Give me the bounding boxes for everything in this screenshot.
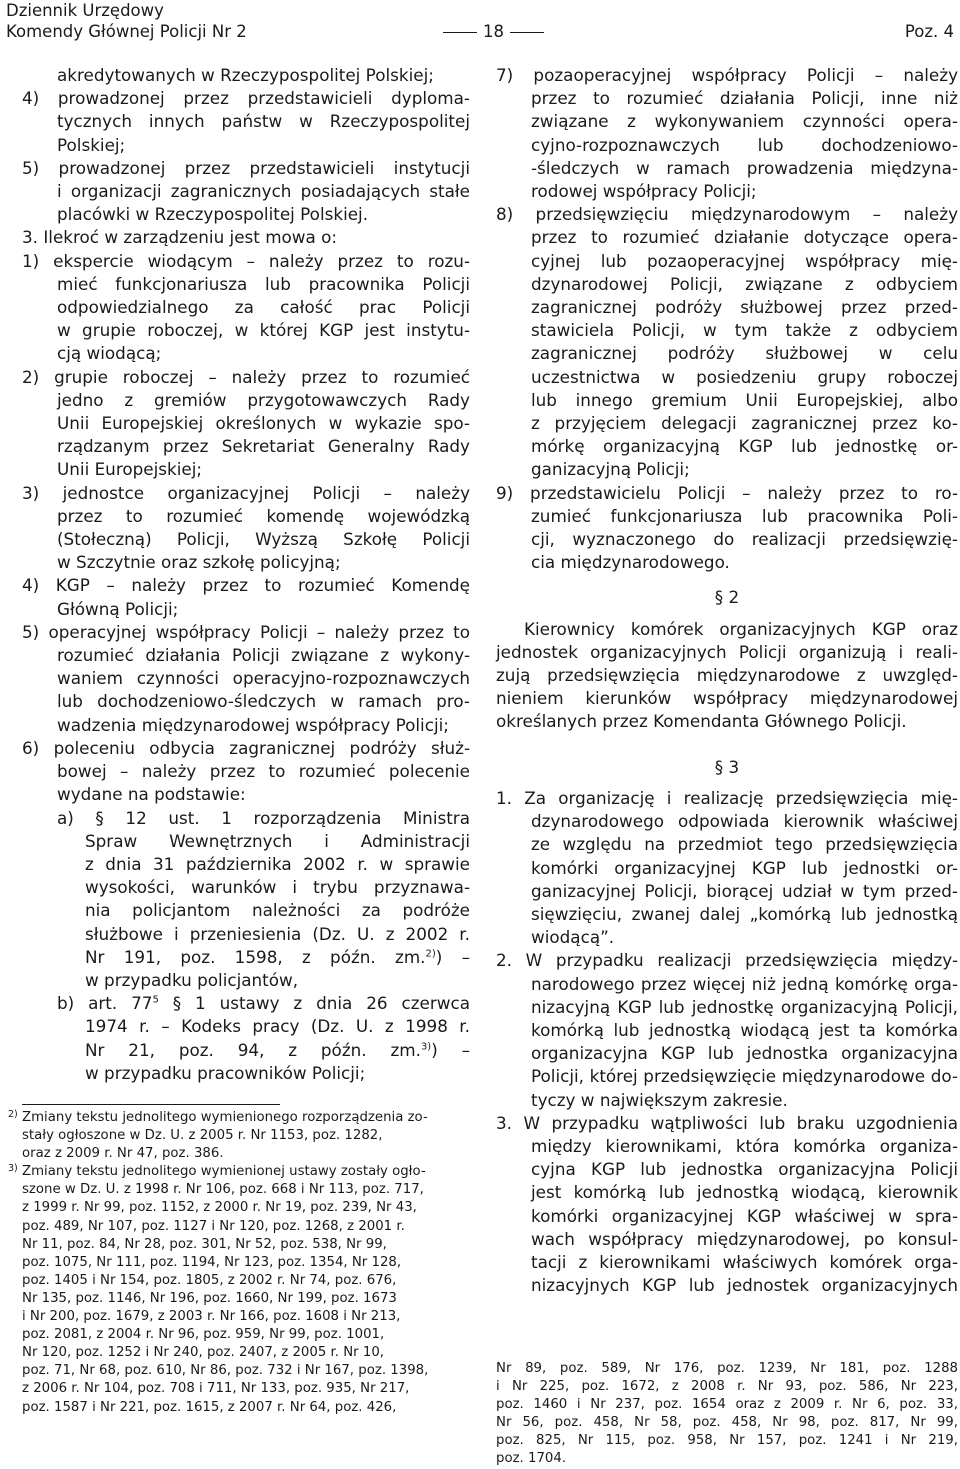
text-line: wydane na podstawie: (57, 784, 246, 805)
footnote-text: z 1999 r. Nr 99, poz. 1152, z 2000 r. Nr 19, poz. 239, Nr 43, (22, 1200, 417, 1216)
text-fragment: § 1 ustawy z dnia 26 czerwca (158, 993, 470, 1014)
text-line: zagranicznej podróży służbowej w celu (531, 343, 958, 364)
text-line: bowej – należy przez to rozumieć polecenie (57, 761, 470, 782)
footnote-continuation: poz. 1704. (496, 1451, 567, 1467)
section-heading-3: § 3 (714, 756, 740, 777)
text-line: tyczy w największym zakresie. (531, 1089, 788, 1110)
list-item-5: 5) prowadzonej przez przedstawicieli instytucji (22, 157, 470, 178)
text-line: organizacyjna KGP lub jednostka organizacyjna (531, 1043, 958, 1064)
footnote-text: Nr 120, poz. 1252 i Nr 240, poz. 2407, z 2005 r. Nr 10, (22, 1345, 385, 1361)
text-line: mórkę organizacyjną KGP lub jednostkę or- (531, 436, 958, 457)
text-line: zują przedsięwzięcia międzynarodowe z uwzględ- (496, 665, 958, 686)
footnote-2 (8, 1109, 470, 1127)
text-line: sięwzięciu, zwanej dalej „komórką lub jednostką (531, 903, 958, 924)
footnote-number: 3) (8, 1163, 18, 1175)
text-line: z dnia 31 października 2002 r. w sprawie (85, 853, 470, 874)
footnote-continuation: poz. 1460 i Nr 237, poz. 1654 oraz z 2009 r. Nr 6, poz. 33, (496, 1397, 958, 1413)
footnotes-right (496, 1360, 958, 1469)
sub-item-a: a) § 12 ust. 1 rozporządzenia Ministra (57, 807, 470, 828)
section-heading-2: § 2 (714, 587, 740, 608)
definition-5: 5) operacyjnej współpracy Policji – należy przez to (22, 621, 470, 642)
footnote-text: szone w Dz. U. z 1998 r. Nr 106, poz. 668 i Nr 113, poz. 717, (22, 1182, 424, 1198)
text-line: przez to rozumieć komendę wojewódzką (57, 505, 470, 526)
text-line: placówki w Rzeczypospolitej Polskiej. (57, 204, 369, 225)
footnote-text: Zmiany tekstu jednolitego wymienionego rozporządzenia zo- (22, 1110, 428, 1125)
text-fragment: ) – (431, 1039, 470, 1060)
text-line: w przypadku policjantów, (85, 969, 299, 990)
text-line: cia międzynarodowego. (531, 552, 730, 573)
paragraph-2: Kierownicy komórek organizacyjnych KGP oraz (524, 618, 958, 639)
text-line: cją wiodącą; (57, 343, 162, 364)
text-line: nieniem kierunków współpracy międzynarodowej (496, 688, 958, 709)
journal-title: Dziennik Urzędowy (6, 1, 164, 20)
definition-8: 8) przedsięwzięciu międzynarodowym – należy (496, 204, 958, 225)
footnote-number: 2) (8, 1109, 18, 1120)
text-line: rodowej współpracy Policji; (531, 181, 757, 202)
text-line (22, 1039, 470, 1062)
text-line: dzynarodowej Policji, związane z odbyciem (531, 273, 958, 294)
paragraph-3-1: 1. Za organizację i realizację przedsięwzięcia mię- (496, 787, 958, 808)
paragraph-3-3: 3. W przypadku wątpliwości lub braku uzgodnienia (496, 1112, 958, 1133)
text-line: Główną Policji; (57, 598, 179, 619)
footnote-text: poz. 2081, z 2004 r. Nr 96, poz. 959, Nr 99, poz. 1001, (22, 1327, 385, 1343)
text-line: jest komórką lub jednostką wiodącą, kierownik (531, 1182, 958, 1203)
text-line: rządzanym przez Sekretariat Generalny Rady (57, 436, 470, 457)
footnote-text: Nr 11, poz. 84, Nr 28, poz. 301, Nr 52, poz. 538, Nr 99, (22, 1236, 387, 1252)
definition-9: 9) przedstawicielu Policji – należy przez to ro- (496, 482, 958, 503)
text-line: Policji, której przedsięwzięcie międzynarodowe do- (531, 1066, 958, 1087)
text-line: jednostek organizacyjnych Policji organizują i reali- (496, 641, 958, 662)
footnote-text: poz. 489, Nr 107, poz. 1127 i Nr 120, poz. 1268, z 2001 r. (22, 1218, 405, 1234)
text-line: tacji z kierownikami właściwych komórek orga- (531, 1251, 958, 1272)
text-line: tycznych innych państw w Rzeczypospolitej (57, 111, 470, 132)
paragraph-3-2: 2. W przypadku realizacji przedsięwzięcia między- (496, 950, 958, 971)
text-line: jedno z gremiów przygotowawczych Rady (57, 389, 470, 410)
text-line: ganizacyjnej Policji, biorącej udział w tym przed- (531, 880, 958, 901)
footnotes-left (8, 1109, 470, 1417)
text-line: komórką lub jednostką wiodącą jest ta komórka (531, 1019, 958, 1040)
text-line: 1974 r. – Kodeks pracy (Dz. U. z 1998 r. (85, 1016, 470, 1037)
text-line: wiodącą”. (531, 927, 615, 948)
footnote-ref[interactable]: 2) (425, 948, 436, 960)
text-line: Spraw Wewnętrznych i Administracji (85, 830, 470, 851)
definition-3: 3) jednostce organizacyjnej Policji – należy (22, 482, 470, 503)
text-line: i organizacji zagranicznych posiadających stałe (57, 181, 470, 202)
footnote-continuation: i Nr 225, poz. 1672, z 2008 r. Nr 93, poz. 586, Nr 223, (496, 1379, 958, 1395)
superscript: 5 (152, 994, 159, 1006)
text-line: ze względu na przedmiot tego przedsięwzięcia (531, 834, 958, 855)
text-line: (Stołeczną) Policji, Wyższą Szkołę Policji (57, 529, 470, 550)
text-line: między kierownikami, która komórka organiza- (531, 1135, 958, 1156)
page-number-text: 18 (483, 22, 504, 41)
text-line: narodowego przez więcej niż jedną komórkę orga- (531, 973, 958, 994)
sub-item-b (22, 992, 470, 1015)
text-line: w grupie roboczej, w której KGP jest instytu- (57, 320, 470, 341)
text-line: wach współpracy międzynarodowej, po konsul- (531, 1228, 958, 1249)
footnote-text: Zmiany tekstu jednolitego wymienionej ustawy zostały ogło- (22, 1164, 426, 1180)
definition-6: 6) poleceniu odbycia zagranicznej podróży służ- (22, 737, 470, 758)
text-line: lub dochodzeniowo-śledczych w ramach pro- (57, 691, 470, 712)
footnote-divider (22, 1104, 280, 1105)
definition-7: 7) pozaoperacyjnej współpracy Policji – należy (496, 65, 958, 85)
footnote-text: Nr 135, poz. 1146, Nr 196, poz. 1660, Nr 199, poz. 1673 (22, 1290, 397, 1306)
position-label: Poz. 4 (904, 22, 954, 41)
right-column (496, 64, 958, 1297)
definition-1: 1) ekspercie wiodącym – należy przez to rozu- (22, 250, 470, 271)
text-line: komórki organizacyjnej KGP lub jednostki or- (531, 857, 958, 878)
list-item-4: 4) prowadzonej przez przedstawicieli dyploma- (22, 88, 470, 109)
text-line: lub innego gremium Unii Europejskiej, albo (531, 389, 958, 410)
footnote-text: oraz z 2009 r. Nr 47, poz. 386. (22, 1146, 224, 1162)
text-line: z przyjęciem delegacji zagranicznej przez ko- (531, 413, 958, 434)
text-line: cyjnej lub pozaoperacyjnej współpracy mię- (531, 250, 958, 271)
text-line: komórki organizacyjnej KGP właściwej w spra- (531, 1205, 958, 1226)
definition-2: 2) grupie roboczej – należy przez to rozumieć (22, 366, 470, 387)
footnote-ref[interactable]: 3) (420, 1040, 432, 1052)
text-line: wysokości, warunków i trybu przyznawa- (85, 877, 470, 898)
text-line: stawiciela Policji, w tym także z odbyciem (531, 320, 958, 341)
text-line: związane z wykonywaniem czynności opera- (531, 111, 958, 132)
footnote-text: i Nr 200, poz. 1679, z 2003 r. Nr 166, poz. 1608 i Nr 213, (22, 1309, 401, 1325)
definition-4: 4) KGP – należy przez to rozumieć Komendę (22, 575, 470, 596)
footnote-text: poz. 1405 i Nr 154, poz. 1805, z 2002 r. Nr 74, poz. 676, (22, 1272, 397, 1288)
journal-header (6, 0, 247, 42)
text-line: uczestnictwa w posiedzeniu grupy roboczej (531, 366, 958, 387)
footnote-3 (8, 1163, 470, 1181)
page-number (437, 21, 550, 42)
text-line: cyjna KGP lub jednostka organizacyjna Policji (531, 1159, 958, 1180)
text-line: ganizacyjną Policji; (531, 459, 690, 480)
footnote-text: poz. 1587 i Nr 221, poz. 1615, z 2007 r. Nr 64, poz. 426, (22, 1399, 397, 1415)
text-line: w przypadku pracowników Policji; (85, 1062, 366, 1083)
text-line: przez to rozumieć działania Policji, inne niż (531, 88, 958, 109)
text-line: -śledczych w ramach prowadzenia międzyna- (531, 157, 958, 178)
text-line: przez to rozumieć działanie dotyczące opera- (531, 227, 958, 248)
footnote-continuation: Nr 56, poz. 458, Nr 58, poz. 458, Nr 98, poz. 817, Nr 99, (496, 1415, 958, 1431)
text-line: służbowe i przeniesienia (Dz. U. z 2002 r. (85, 923, 470, 944)
footnote-text: poz. 71, Nr 68, poz. 610, Nr 86, poz. 732 i Nr 167, poz. 1398, (22, 1363, 429, 1379)
text-line: nizacyjną KGP lub jednostkę organizacyjną Policji, (531, 996, 958, 1017)
text-line: w Szczytnie oraz szkołę policyjną; (57, 552, 341, 573)
text-line: cji, wyznaczonego do realizacji przedsięwzię- (531, 529, 958, 550)
text-line: zagranicznej podróży służbowej przez przed- (531, 297, 958, 318)
text-line: cyjno-rozpoznawczych lub dochodzeniowo- (531, 134, 958, 155)
text-fragment: Nr 21, poz. 94, z późn. zm. (85, 1039, 421, 1060)
text-line: akredytowanych w Rzeczypospolitej Polskiej; (57, 65, 434, 85)
footnote-text: stały ogłoszone w Dz. U. z 2005 r. Nr 1153, poz. 1282, (22, 1128, 383, 1144)
text-line: nizacyjnych KGP lub jednostek organizacyjnych (531, 1275, 958, 1296)
text-line: waniem czynności operacyjno-rozpoznawczych (57, 668, 470, 689)
paragraph-3-intro: 3. Ilekroć w zarządzeniu jest mowa o: (22, 227, 338, 248)
footnote-text: z 2006 r. Nr 104, poz. 708 i 711, Nr 133, poz. 935, Nr 217, (22, 1381, 410, 1397)
text-fragment: b) art. 77 (57, 993, 153, 1014)
text-fragment: ) – (435, 946, 470, 967)
footnote-continuation: Nr 89, poz. 589, Nr 176, poz. 1239, Nr 181, poz. 1288 (496, 1361, 958, 1376)
text-line: dzynarodowego odpowiada kierownik właściwej (531, 811, 958, 832)
text-line: wadzenia międzynarodowej współpracy Policji; (57, 714, 449, 735)
text-line: Unii Europejskiej określonych w wykazie spo- (57, 413, 470, 434)
text-fragment: Nr 191, poz. 1598, z późn. zm. (85, 946, 426, 967)
left-column (22, 64, 470, 1085)
text-line: mieć funkcjonariusza lub pracownika Policji (57, 273, 470, 294)
text-line (22, 946, 470, 969)
text-line: zumieć funkcjonariusza lub pracownika Poli- (531, 505, 958, 526)
text-line: odpowiedzialnego za całość prac Policji (57, 297, 470, 318)
footnote-text: poz. 1075, Nr 111, poz. 1194, Nr 123, poz. 1354, Nr 128, (22, 1254, 402, 1270)
footnote-continuation: poz. 825, Nr 115, poz. 958, Nr 157, poz. 1241 i Nr 219, (496, 1433, 958, 1449)
text-line: Polskiej; (57, 134, 126, 155)
text-line: Unii Europejskiej; (57, 459, 203, 480)
text-line: określanych przez Komendanta Głównego Policji. (496, 711, 907, 732)
text-line: nia policjantom należności za podróże (85, 900, 470, 921)
text-line: rozumieć działania Policji związane z wykony- (57, 645, 470, 666)
journal-issue: Komendy Głównej Policji Nr 2 (6, 22, 247, 41)
